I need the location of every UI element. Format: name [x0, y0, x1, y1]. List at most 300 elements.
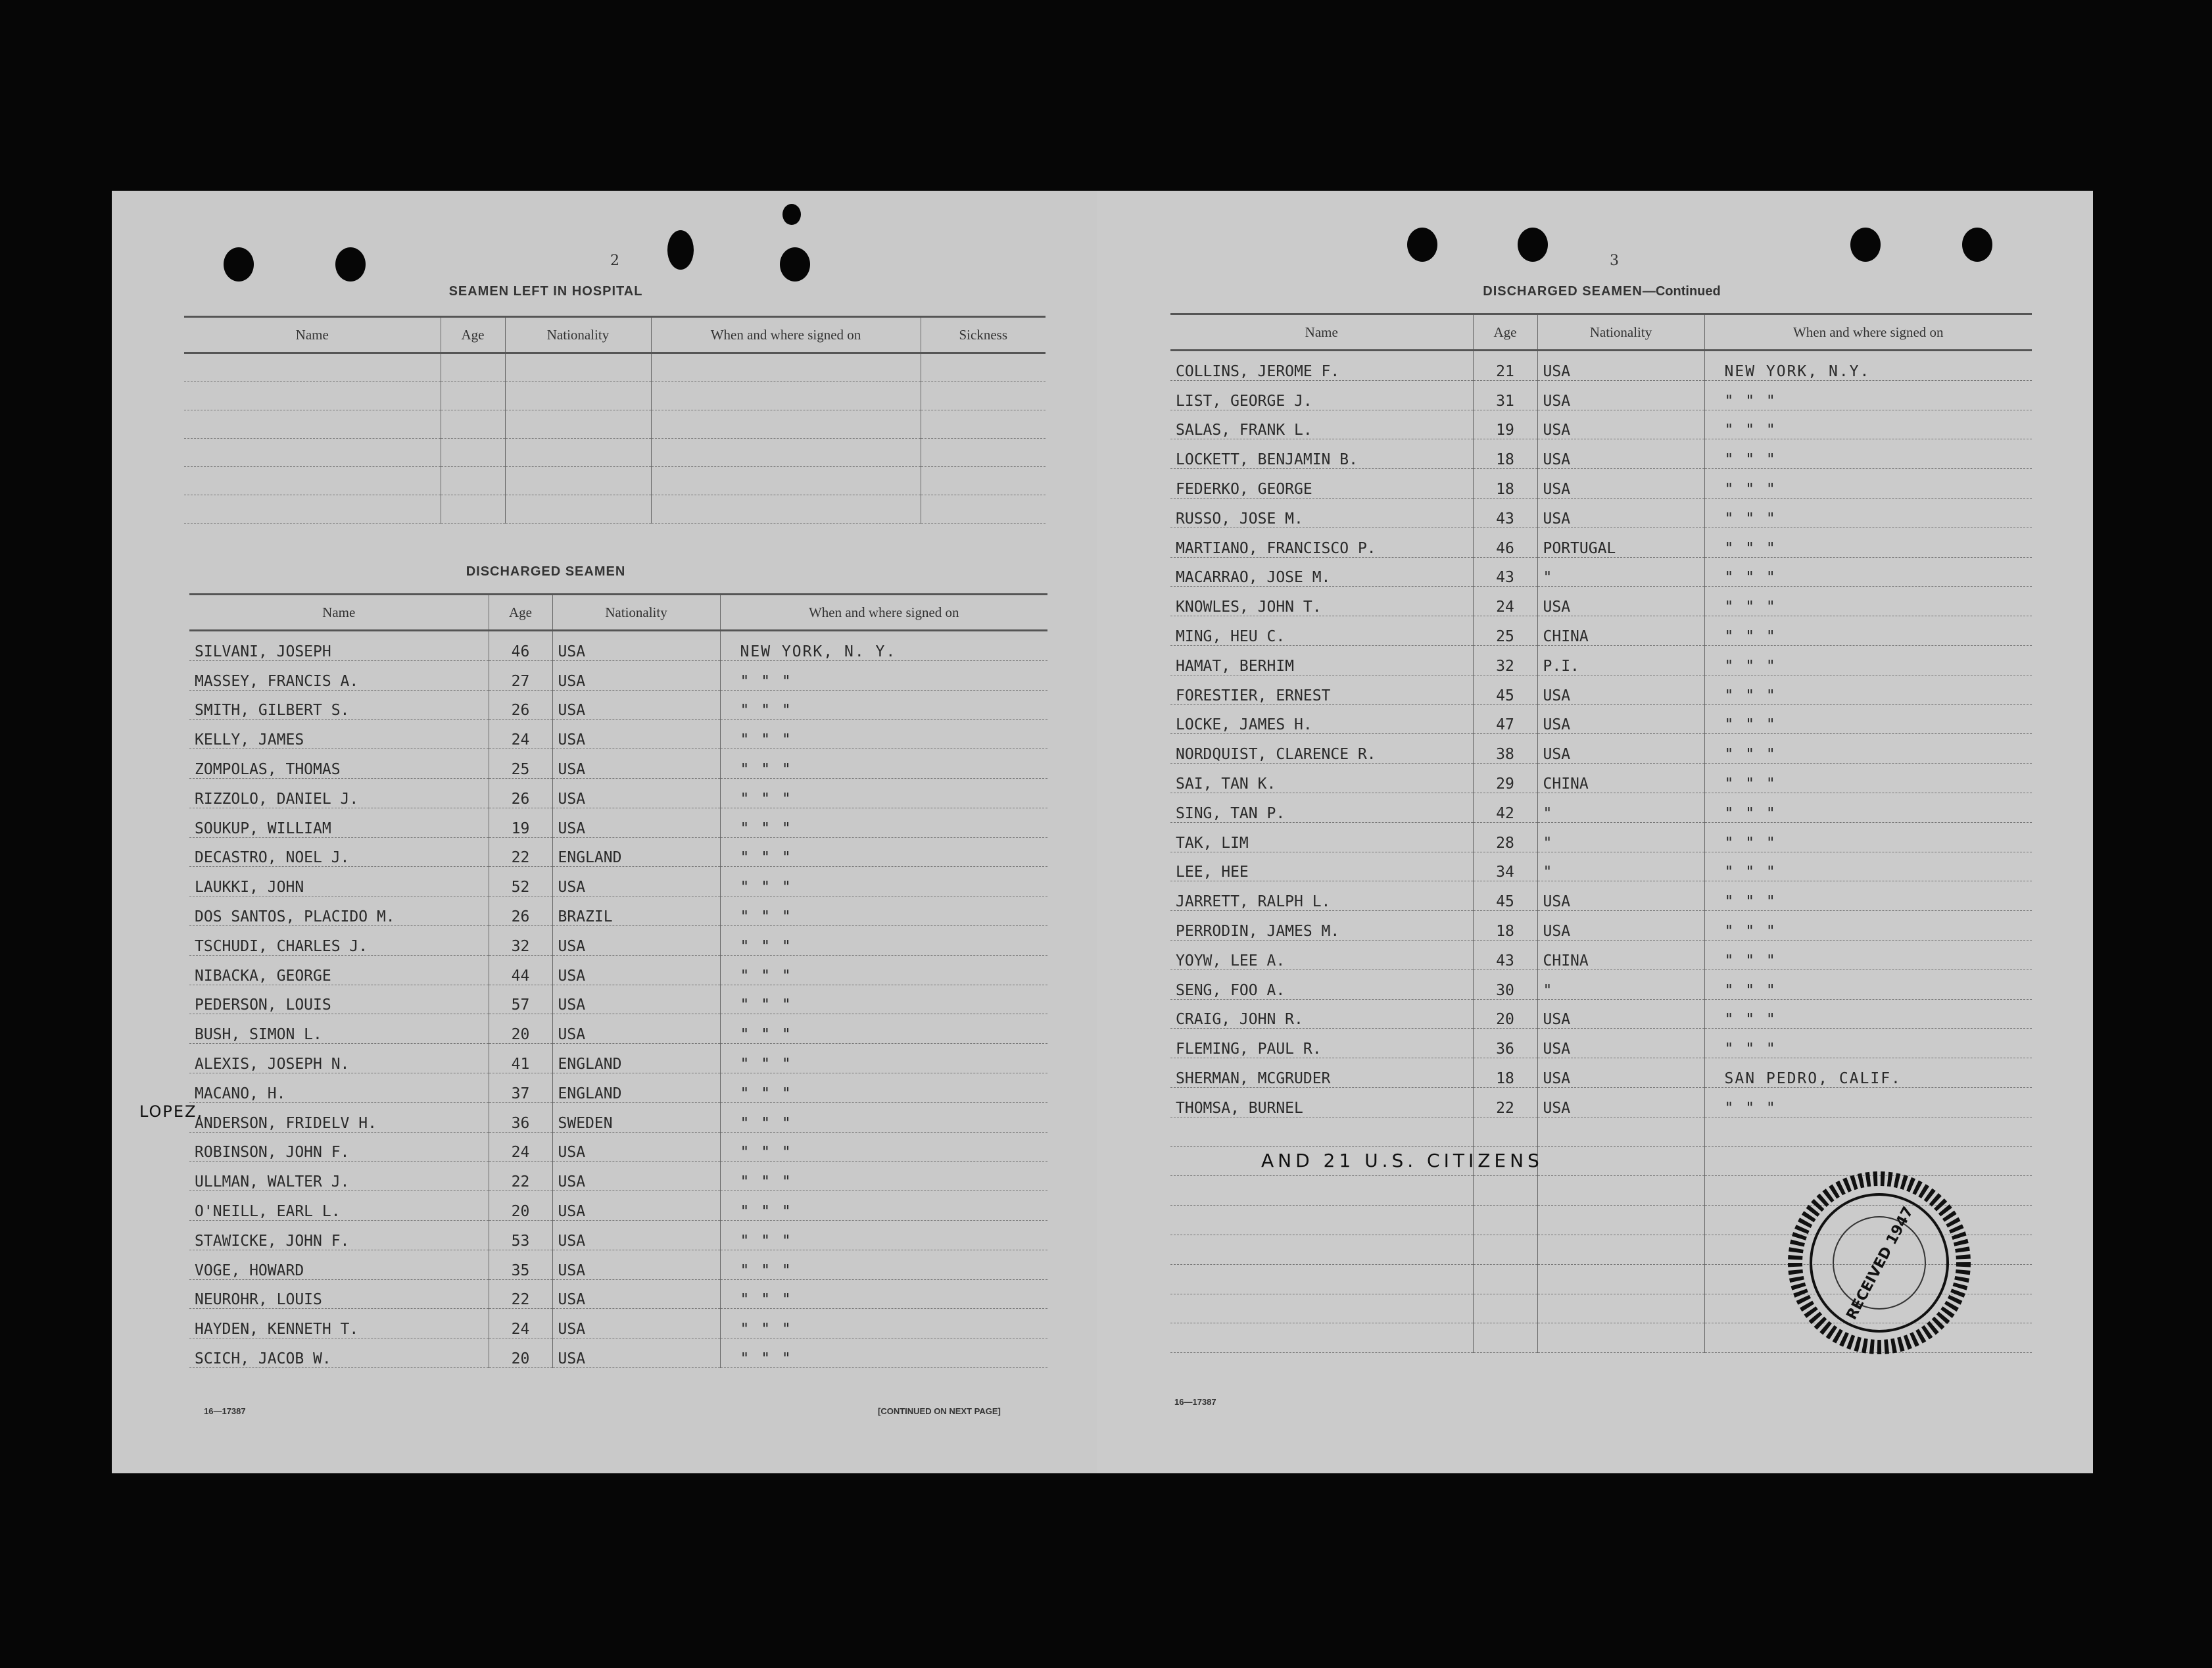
- cell-name: SCICH, JACOB W.: [189, 1338, 489, 1368]
- table-row: [1170, 380, 2032, 410]
- table-row: [1170, 734, 2032, 764]
- cell-name: [184, 410, 441, 439]
- cell-name: SENG, FOO A.: [1170, 969, 1473, 999]
- cell-age: 41: [489, 1044, 552, 1073]
- table-row: [1170, 469, 2032, 499]
- cell-signed-on: " " ": [720, 1338, 1047, 1368]
- cell-signed-on: [1704, 1117, 2032, 1146]
- cell-age: [1473, 1323, 1537, 1353]
- cell-signed-on: " " ": [720, 690, 1047, 720]
- cell-nationality: [505, 410, 651, 439]
- cell-signed-on: " " ": [1704, 940, 2032, 969]
- cell-signed-on: [651, 467, 921, 495]
- cell-age: 18: [1473, 1058, 1537, 1088]
- cell-name: [1170, 1235, 1473, 1264]
- cell-signed-on: NEW YORK, N.Y.: [1704, 351, 2032, 381]
- table-row: [189, 808, 1047, 837]
- cell-name: [1170, 1264, 1473, 1294]
- table-row: [189, 1132, 1047, 1162]
- left-page: [112, 191, 1098, 1473]
- cell-age: [441, 495, 505, 524]
- table-row: [1170, 587, 2032, 616]
- table-row: [189, 690, 1047, 720]
- cell-nationality: USA: [552, 1338, 720, 1368]
- cell-age: 26: [489, 690, 552, 720]
- table-row: [1170, 675, 2032, 704]
- cell-signed-on: " " ": [720, 1132, 1047, 1162]
- cell-name: STAWICKE, JOHN F.: [189, 1220, 489, 1250]
- cell-signed-on: " " ": [1704, 999, 2032, 1029]
- cell-name: ANDERSON, FRIDELV H.: [189, 1102, 489, 1132]
- cell-age: 19: [1473, 410, 1537, 439]
- cell-age: [1473, 1206, 1537, 1235]
- cell-age: 20: [489, 1014, 552, 1044]
- cell-name: O'NEILL, EARL L.: [189, 1191, 489, 1221]
- cell-nationality: USA: [552, 631, 720, 661]
- hospital-section-title: SEAMEN LEFT IN HOSPITAL: [448, 284, 643, 299]
- cell-name: SALAS, FRANK L.: [1170, 410, 1473, 439]
- cell-age: 45: [1473, 675, 1537, 704]
- cell-signed-on: " " ": [1704, 557, 2032, 587]
- cell-nationality: [1537, 1117, 1704, 1146]
- cell-name: YOYW, LEE A.: [1170, 940, 1473, 969]
- cell-nationality: USA: [552, 778, 720, 808]
- cell-name: NORDQUIST, CLARENCE R.: [1170, 734, 1473, 764]
- punch-hole: [1962, 228, 1992, 262]
- cell-age: 18: [1473, 911, 1537, 941]
- cell-signed-on: [651, 495, 921, 524]
- cell-nationality: USA: [552, 808, 720, 837]
- column-header-nationality: Nationality: [1537, 314, 1704, 351]
- cell-signed-on: " " ": [1704, 793, 2032, 822]
- cell-age: 35: [489, 1250, 552, 1279]
- cell-age: [441, 410, 505, 439]
- column-header-name: Name: [184, 317, 441, 353]
- cell-age: 22: [489, 1162, 552, 1191]
- cell-name: [1170, 1117, 1473, 1146]
- table-row: [184, 353, 1046, 382]
- cell-name: [1170, 1176, 1473, 1206]
- cell-nationality: USA: [1537, 469, 1704, 499]
- cell-nationality: USA: [1537, 1029, 1704, 1058]
- cell-nationality: [1537, 1294, 1704, 1323]
- cell-age: 46: [489, 631, 552, 661]
- cell-name: SHERMAN, MCGRUDER: [1170, 1058, 1473, 1088]
- cell-nationality: ": [1537, 852, 1704, 881]
- cell-nationality: ": [1537, 969, 1704, 999]
- cell-age: [1473, 1176, 1537, 1206]
- table-row: [189, 1191, 1047, 1221]
- cell-signed-on: " " ": [720, 867, 1047, 896]
- cell-nationality: USA: [1537, 704, 1704, 734]
- cell-name: SMITH, GILBERT S.: [189, 690, 489, 720]
- cell-nationality: USA: [1537, 498, 1704, 527]
- cell-name: MASSEY, FRANCIS A.: [189, 660, 489, 690]
- column-header-signed-on: When and where signed on: [720, 595, 1047, 631]
- cell-name: NIBACKA, GEORGE: [189, 955, 489, 985]
- cell-nationality: [1537, 1176, 1704, 1206]
- cell-nationality: [1537, 1206, 1704, 1235]
- cell-age: 24: [489, 1132, 552, 1162]
- cell-name: [184, 467, 441, 495]
- right-page: [1097, 191, 2093, 1473]
- cell-nationality: P.I.: [1537, 645, 1704, 675]
- cell-nationality: [1537, 1264, 1704, 1294]
- table-row: [184, 410, 1046, 439]
- cell-nationality: USA: [552, 749, 720, 779]
- cell-signed-on: " " ": [1704, 645, 2032, 675]
- cell-sickness: [921, 353, 1046, 382]
- cell-signed-on: " " ": [1704, 469, 2032, 499]
- cell-age: 43: [1473, 498, 1537, 527]
- cell-nationality: USA: [1537, 380, 1704, 410]
- cell-age: 22: [489, 837, 552, 867]
- cell-age: 29: [1473, 764, 1537, 793]
- table-row: [1170, 969, 2032, 999]
- table-row: [1170, 999, 2032, 1029]
- cell-age: [441, 382, 505, 410]
- cell-nationality: ": [1537, 557, 1704, 587]
- cell-signed-on: " " ": [1704, 1029, 2032, 1058]
- cell-age: 24: [1473, 587, 1537, 616]
- cell-name: MACANO, H.: [189, 1073, 489, 1102]
- cell-signed-on: " " ": [1704, 616, 2032, 646]
- cell-nationality: USA: [1537, 1058, 1704, 1088]
- cell-signed-on: SAN PEDRO, CALIF.: [1704, 1058, 2032, 1088]
- cell-nationality: USA: [552, 1309, 720, 1338]
- cell-name: [184, 353, 441, 382]
- table-row: [189, 749, 1047, 779]
- cell-signed-on: " " ": [1704, 822, 2032, 852]
- cell-age: 32: [489, 925, 552, 955]
- cell-name: TAK, LIM: [1170, 822, 1473, 852]
- page-number: 2: [610, 253, 619, 269]
- table-row: [1170, 498, 2032, 527]
- handwritten-citizens-note: AND 21 U.S. CITIZENS: [1261, 1150, 1543, 1171]
- cell-age: 26: [489, 778, 552, 808]
- discharged-table-left: [189, 593, 1047, 1368]
- cell-signed-on: " " ": [720, 837, 1047, 867]
- table-row: [189, 1279, 1047, 1309]
- table-row: [189, 1102, 1047, 1132]
- handwritten-lopez-note: LOPEZ,: [139, 1102, 204, 1121]
- column-header-age: Age: [489, 595, 552, 631]
- cell-signed-on: " " ": [1704, 969, 2032, 999]
- column-header-sickness: Sickness: [921, 317, 1046, 353]
- cell-name: KNOWLES, JOHN T.: [1170, 587, 1473, 616]
- cell-nationality: USA: [552, 1132, 720, 1162]
- cell-name: COLLINS, JEROME F.: [1170, 351, 1473, 381]
- form-number: 16—17387: [204, 1406, 246, 1416]
- cell-name: [184, 495, 441, 524]
- table-row: [189, 925, 1047, 955]
- cell-nationality: [505, 439, 651, 467]
- cell-name: SAI, TAN K.: [1170, 764, 1473, 793]
- table-row: [189, 1014, 1047, 1044]
- cell-nationality: USA: [1537, 999, 1704, 1029]
- cell-age: 24: [489, 1309, 552, 1338]
- cell-signed-on: " " ": [720, 1191, 1047, 1221]
- cell-age: 36: [1473, 1029, 1537, 1058]
- table-row: [189, 985, 1047, 1014]
- cell-age: 18: [1473, 439, 1537, 469]
- table-row: [189, 896, 1047, 926]
- cell-name: HAMAT, BERHIM: [1170, 645, 1473, 675]
- cell-age: [1473, 1264, 1537, 1294]
- cell-age: 25: [489, 749, 552, 779]
- cell-age: 57: [489, 985, 552, 1014]
- continued-note: [CONTINUED ON NEXT PAGE]: [878, 1406, 1001, 1416]
- table-row: [1170, 764, 2032, 793]
- cell-age: 52: [489, 867, 552, 896]
- cell-nationality: USA: [552, 1191, 720, 1221]
- cell-signed-on: [651, 382, 921, 410]
- cell-age: 38: [1473, 734, 1537, 764]
- cell-name: [1170, 1206, 1473, 1235]
- cell-age: 21: [1473, 351, 1537, 381]
- table-row: [184, 382, 1046, 410]
- table-row: [1170, 911, 2032, 941]
- cell-age: 25: [1473, 616, 1537, 646]
- section-title-continued: —Continued: [1642, 284, 1721, 299]
- cell-name: [1170, 1294, 1473, 1323]
- table-row: [189, 867, 1047, 896]
- cell-age: 43: [1473, 940, 1537, 969]
- column-header-nationality: Nationality: [505, 317, 651, 353]
- cell-signed-on: " " ": [720, 1309, 1047, 1338]
- cell-nationality: USA: [552, 1162, 720, 1191]
- cell-sickness: [921, 467, 1046, 495]
- cell-age: 22: [1473, 1087, 1537, 1117]
- cell-age: 26: [489, 896, 552, 926]
- column-header-name: Name: [189, 595, 489, 631]
- cell-signed-on: " " ": [1704, 498, 2032, 527]
- cell-signed-on: " " ": [1704, 881, 2032, 911]
- cell-age: [441, 467, 505, 495]
- cell-signed-on: " " ": [720, 955, 1047, 985]
- cell-name: ALEXIS, JOSEPH N.: [189, 1044, 489, 1073]
- cell-age: 46: [1473, 527, 1537, 557]
- cell-age: 20: [1473, 999, 1537, 1029]
- cell-age: 36: [489, 1102, 552, 1132]
- cell-sickness: [921, 410, 1046, 439]
- cell-nationality: USA: [1537, 734, 1704, 764]
- cell-nationality: USA: [552, 660, 720, 690]
- table-row: [1170, 1117, 2032, 1146]
- cell-name: FEDERKO, GEORGE: [1170, 469, 1473, 499]
- table-row: [1170, 822, 2032, 852]
- cell-age: 45: [1473, 881, 1537, 911]
- cell-age: [1473, 1117, 1537, 1146]
- discharged-continued-title: [1097, 284, 2107, 299]
- cell-name: DOS SANTOS, PLACIDO M.: [189, 896, 489, 926]
- cell-sickness: [921, 439, 1046, 467]
- punch-hole: [667, 230, 694, 270]
- cell-signed-on: " " ": [1704, 675, 2032, 704]
- table-row: [189, 660, 1047, 690]
- cell-signed-on: [651, 353, 921, 382]
- received-stamp: [1781, 1164, 1978, 1361]
- cell-signed-on: " " ": [1704, 852, 2032, 881]
- cell-age: 18: [1473, 469, 1537, 499]
- cell-name: BUSH, SIMON L.: [189, 1014, 489, 1044]
- table-row: [1170, 852, 2032, 881]
- table-row: [189, 1044, 1047, 1073]
- discharged-section-title: DISCHARGED SEAMEN: [466, 564, 626, 579]
- cell-signed-on: " " ": [720, 1044, 1047, 1073]
- table-row: [189, 1073, 1047, 1102]
- cell-age: 32: [1473, 645, 1537, 675]
- cell-name: JARRETT, RALPH L.: [1170, 881, 1473, 911]
- cell-signed-on: " " ": [1704, 380, 2032, 410]
- cell-name: FLEMING, PAUL R.: [1170, 1029, 1473, 1058]
- cell-age: 19: [489, 808, 552, 837]
- table-row: [1170, 940, 2032, 969]
- cell-signed-on: NEW YORK, N. Y.: [720, 631, 1047, 661]
- cell-signed-on: " " ": [720, 1250, 1047, 1279]
- cell-nationality: CHINA: [1537, 616, 1704, 646]
- table-row: [184, 467, 1046, 495]
- cell-nationality: [1537, 1146, 1704, 1176]
- cell-nationality: USA: [1537, 911, 1704, 941]
- cell-age: 34: [1473, 852, 1537, 881]
- cell-name: VOGE, HOWARD: [189, 1250, 489, 1279]
- cell-nationality: USA: [552, 925, 720, 955]
- table-row: [1170, 704, 2032, 734]
- cell-name: LAUKKI, JOHN: [189, 867, 489, 896]
- table-row: [1170, 439, 2032, 469]
- cell-nationality: USA: [552, 985, 720, 1014]
- table-row: [1170, 351, 2032, 381]
- table-row: [184, 495, 1046, 524]
- table-row: [1170, 616, 2032, 646]
- cell-nationality: [505, 382, 651, 410]
- column-header-age: Age: [1473, 314, 1537, 351]
- table-row: [189, 778, 1047, 808]
- cell-nationality: USA: [1537, 587, 1704, 616]
- cell-name: LOCKE, JAMES H.: [1170, 704, 1473, 734]
- cell-nationality: [505, 467, 651, 495]
- cell-signed-on: " " ": [720, 1279, 1047, 1309]
- cell-signed-on: " " ": [720, 778, 1047, 808]
- cell-age: 20: [489, 1338, 552, 1368]
- cell-age: [441, 353, 505, 382]
- cell-name: [1170, 1323, 1473, 1353]
- section-title-main: DISCHARGED SEAMEN: [1483, 284, 1643, 299]
- punch-hole: [780, 247, 810, 282]
- cell-nationality: USA: [1537, 439, 1704, 469]
- cell-age: 43: [1473, 557, 1537, 587]
- cell-name: MING, HEU C.: [1170, 616, 1473, 646]
- cell-signed-on: " " ": [720, 749, 1047, 779]
- cell-age: 47: [1473, 704, 1537, 734]
- cell-name: LIST, GEORGE J.: [1170, 380, 1473, 410]
- cell-nationality: USA: [1537, 351, 1704, 381]
- cell-nationality: USA: [552, 720, 720, 749]
- cell-signed-on: " " ": [1704, 704, 2032, 734]
- cell-name: LOCKETT, BENJAMIN B.: [1170, 439, 1473, 469]
- cell-signed-on: " " ": [1704, 410, 2032, 439]
- table-row: [189, 837, 1047, 867]
- cell-name: MARTIANO, FRANCISCO P.: [1170, 527, 1473, 557]
- cell-age: 53: [489, 1220, 552, 1250]
- table-row: [184, 439, 1046, 467]
- cell-nationality: USA: [1537, 410, 1704, 439]
- cell-nationality: [505, 495, 651, 524]
- cell-signed-on: " " ": [720, 985, 1047, 1014]
- cell-age: [1473, 1294, 1537, 1323]
- cell-signed-on: " " ": [1704, 734, 2032, 764]
- cell-age: 20: [489, 1191, 552, 1221]
- cell-name: ULLMAN, WALTER J.: [189, 1162, 489, 1191]
- cell-name: TSCHUDI, CHARLES J.: [189, 925, 489, 955]
- cell-age: 24: [489, 720, 552, 749]
- cell-name: FORESTIER, ERNEST: [1170, 675, 1473, 704]
- cell-signed-on: [651, 410, 921, 439]
- cell-nationality: [1537, 1323, 1704, 1353]
- table-row: [189, 1220, 1047, 1250]
- cell-signed-on: " " ": [720, 1220, 1047, 1250]
- column-header-signed-on: When and where signed on: [651, 317, 921, 353]
- cell-name: KELLY, JAMES: [189, 720, 489, 749]
- cell-nationality: ENGLAND: [552, 1044, 720, 1073]
- cell-name: HAYDEN, KENNETH T.: [189, 1309, 489, 1338]
- cell-nationality: ": [1537, 793, 1704, 822]
- table-row: [189, 955, 1047, 985]
- cell-nationality: USA: [552, 1014, 720, 1044]
- table-row: [1170, 1058, 2032, 1088]
- cell-age: 31: [1473, 380, 1537, 410]
- cell-age: 27: [489, 660, 552, 690]
- cell-signed-on: " " ": [1704, 764, 2032, 793]
- cell-nationality: SWEDEN: [552, 1102, 720, 1132]
- column-header-signed-on: When and where signed on: [1704, 314, 2032, 351]
- cell-name: ROBINSON, JOHN F.: [189, 1132, 489, 1162]
- cell-nationality: ENGLAND: [552, 1073, 720, 1102]
- cell-name: MACARRAO, JOSE M.: [1170, 557, 1473, 587]
- cell-nationality: PORTUGAL: [1537, 527, 1704, 557]
- cell-signed-on: " " ": [720, 1162, 1047, 1191]
- cell-signed-on: " " ": [720, 1073, 1047, 1102]
- punch-hole: [1518, 228, 1548, 262]
- cell-nationality: USA: [552, 867, 720, 896]
- cell-signed-on: " " ": [720, 896, 1047, 926]
- table-row: [189, 631, 1047, 661]
- cell-sickness: [921, 382, 1046, 410]
- cell-signed-on: " " ": [1704, 587, 2032, 616]
- form-number: 16—17387: [1174, 1397, 1216, 1407]
- cell-name: [184, 382, 441, 410]
- cell-name: SOUKUP, WILLIAM: [189, 808, 489, 837]
- cell-nationality: CHINA: [1537, 940, 1704, 969]
- cell-nationality: BRAZIL: [552, 896, 720, 926]
- cell-nationality: USA: [1537, 881, 1704, 911]
- cell-signed-on: " " ": [1704, 439, 2032, 469]
- cell-name: DECASTRO, NOEL J.: [189, 837, 489, 867]
- cell-name: THOMSA, BURNEL: [1170, 1087, 1473, 1117]
- cell-name: CRAIG, JOHN R.: [1170, 999, 1473, 1029]
- table-row: [1170, 527, 2032, 557]
- cell-name: RUSSO, JOSE M.: [1170, 498, 1473, 527]
- cell-name: NEUROHR, LOUIS: [189, 1279, 489, 1309]
- cell-signed-on: " " ": [720, 1102, 1047, 1132]
- cell-name: [184, 439, 441, 467]
- cell-nationality: USA: [552, 955, 720, 985]
- cell-name: RIZZOLO, DANIEL J.: [189, 778, 489, 808]
- cell-age: 37: [489, 1073, 552, 1102]
- table-row: [189, 1309, 1047, 1338]
- cell-nationality: ": [1537, 822, 1704, 852]
